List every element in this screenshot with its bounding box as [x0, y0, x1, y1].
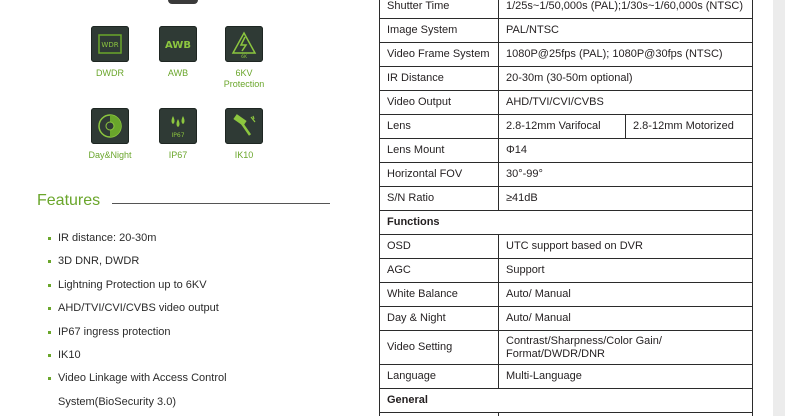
spec-row [380, 139, 753, 163]
spec-key: Day & Night [380, 307, 499, 331]
spec-key: AGC [380, 259, 499, 283]
spec-key: Horizontal FOV [380, 163, 499, 187]
spec-key: Video Output [380, 91, 499, 115]
spec-value: Auto/ Manual [499, 283, 753, 307]
spec-key: Video Setting [380, 331, 499, 365]
spec-key: White Balance [380, 283, 499, 307]
spec-row [380, 187, 753, 211]
ip67-icon [159, 108, 197, 144]
day-night-icon [91, 108, 129, 144]
features-list [48, 230, 227, 416]
spec-value-secondary: 2.8-12mm Motorized [626, 115, 753, 139]
feature-item: Lightning Protection up to 6KV [48, 277, 227, 300]
features-divider [112, 203, 330, 204]
specifications-table [379, 0, 753, 416]
spec-value: 2.8-12mm Varifocal [499, 115, 626, 139]
spec-value: AHD/TVI/CVI/CVBS [499, 91, 753, 115]
spec-value: ≥41dB [499, 187, 753, 211]
spec-value: Support [499, 259, 753, 283]
spec-key: Lens [380, 115, 499, 139]
spec-row [380, 43, 753, 67]
spec-row [380, 365, 753, 389]
spec-row [380, 259, 753, 283]
spec-value: PAL/NTSC [499, 19, 753, 43]
icon-cell-6kv [204, 26, 284, 90]
awb-icon [159, 26, 197, 62]
spec-row [380, 115, 753, 139]
features-heading: Features [37, 192, 101, 209]
spec-key: Image System [380, 19, 499, 43]
spec-value: Multi-Language [499, 365, 753, 389]
icon-label-dwdr: DWDR [96, 68, 124, 78]
wdr-icon [91, 26, 129, 62]
spec-value: 1080P@25fps (PAL); 1080P@30fps (NTSC) [499, 43, 753, 67]
spec-key: IR Distance [380, 67, 499, 91]
spec-row [380, 413, 753, 416]
spec-section-title: General [380, 389, 753, 413]
spec-key [380, 413, 499, 416]
spec-row [380, 163, 753, 187]
awb-glyph-text: AWB [165, 40, 191, 51]
spec-key: Video Frame System [380, 43, 499, 67]
feature-item: 3D DNR, DWDR [48, 253, 227, 276]
icon-label-ip67: IP67 [168, 150, 188, 160]
spec-key: S/N Ratio [380, 187, 499, 211]
icon-label-ik10: IK10 [234, 150, 254, 160]
spec-value: Auto/ Manual [499, 307, 753, 331]
wdr-glyph-text: WDR [101, 41, 119, 49]
spec-key: OSD [380, 235, 499, 259]
spec-row [380, 19, 753, 43]
spec-value: 30°-99° [499, 163, 753, 187]
spec-value: 1/25s~1/50,000s (PAL);1/30s~1/60,000s (NTSC) [499, 0, 753, 19]
spec-value: Contrast/Sharpness/Color Gain/ Format/DWDR/DNR [499, 331, 753, 365]
icon-label-awb: AWB [167, 68, 189, 78]
icon-label-6kv: 6KV Protection [223, 68, 265, 89]
spec-row [380, 331, 753, 365]
spec-section-title: Functions [380, 211, 753, 235]
surge-glyph-text: 6K [241, 55, 247, 60]
spec-section-row [380, 211, 753, 235]
spec-value [499, 413, 753, 416]
spec-row [380, 307, 753, 331]
feature-item: IP67 ingress protection [48, 324, 227, 347]
feature-item: Video Linkage with Access Control [48, 370, 227, 393]
spec-key: Lens Mount [380, 139, 499, 163]
spec-value: UTC support based on DVR [499, 235, 753, 259]
product-image-fragment [168, 0, 198, 4]
icon-cell-ik10 [204, 108, 284, 161]
spec-value: Φ14 [499, 139, 753, 163]
spec-row [380, 283, 753, 307]
spec-key: Shutter Time [380, 0, 499, 19]
spec-section-row [380, 389, 753, 413]
ik10-hammer-icon [225, 108, 263, 144]
feature-item: IR distance: 20-30m [48, 230, 227, 253]
feature-item: AHD/TVI/CVI/CVBS video output [48, 300, 227, 323]
spec-row [380, 235, 753, 259]
spec-key: Language [380, 365, 499, 389]
feature-item: IK10 [48, 347, 227, 370]
page-edge-shadow [773, 0, 785, 416]
spec-row [380, 0, 753, 19]
surge-protection-icon [225, 26, 263, 62]
ip67-glyph-text: IP67 [171, 132, 185, 139]
spec-row [380, 67, 753, 91]
icon-label-day-night: Day&Night [88, 150, 132, 160]
spec-row [380, 91, 753, 115]
feature-item-continuation: System(BioSecurity 3.0) [58, 395, 176, 408]
spec-value: 20-30m (30-50m optional) [499, 67, 753, 91]
